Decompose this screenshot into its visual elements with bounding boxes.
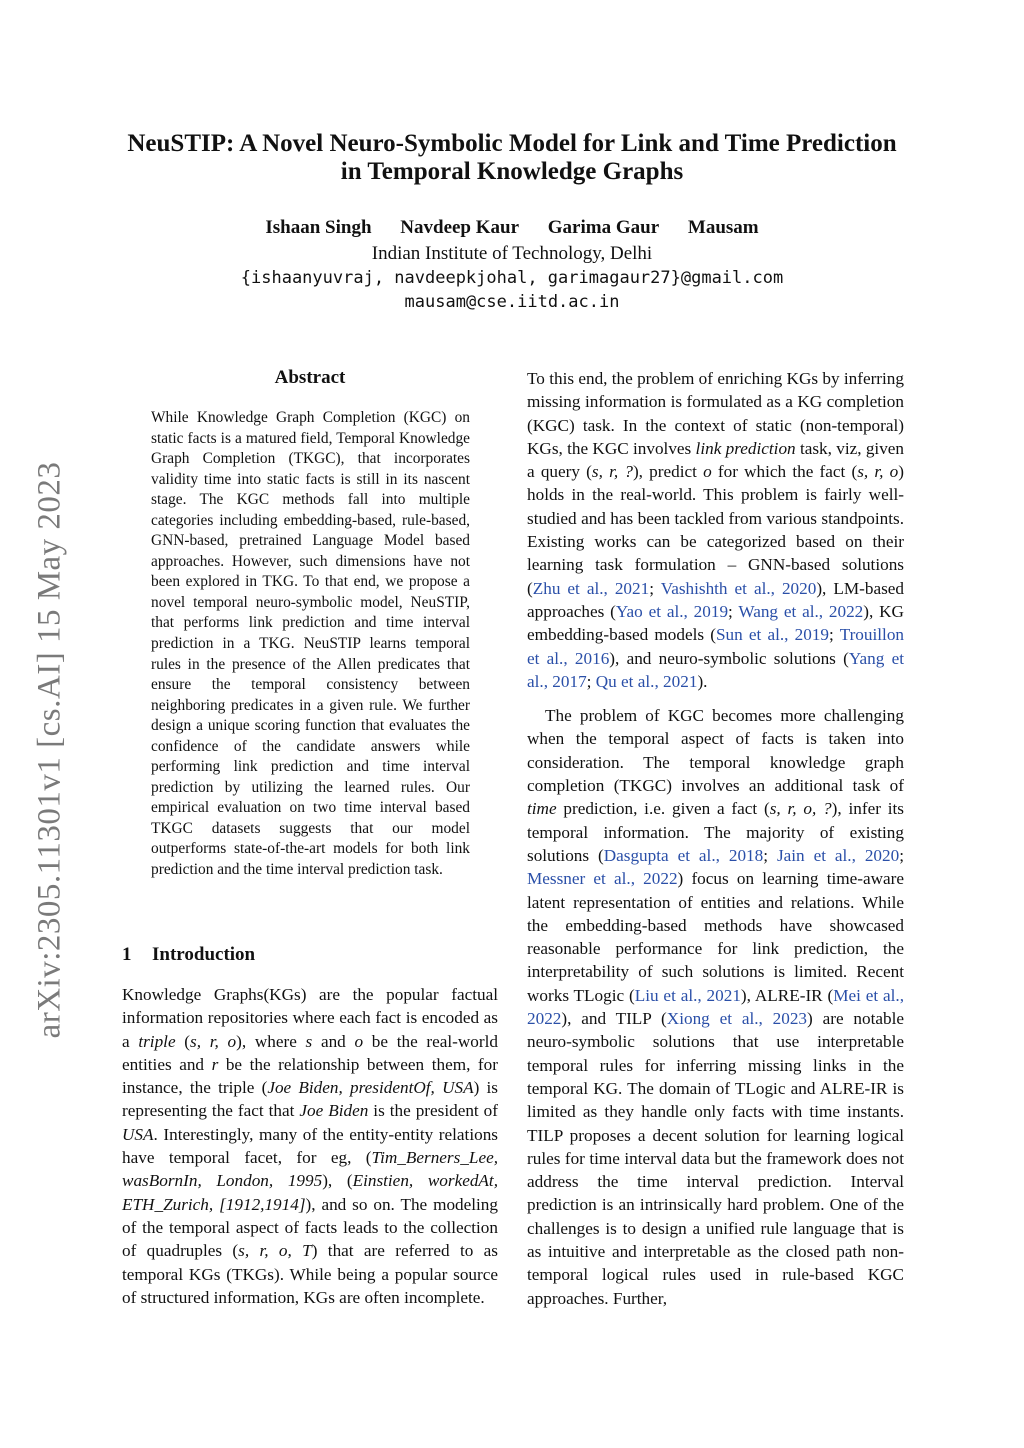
- example-triple: Joe Biden, presidentOf, USA: [267, 1078, 474, 1098]
- author-name: Ishaan Singh: [265, 217, 372, 238]
- example-quad-1: Tim_Berners_Lee, wasBornIn, London, 1995: [122, 1148, 498, 1191]
- citation-link[interactable]: Jain et al., 2020: [776, 845, 900, 865]
- abstract-text: While Knowledge Graph Completion (KGC) on static facts is a matured field, Temporal Knowledge Graph Completion (TKGC), that incorporates validity time into static facts is still in its nascent stage. The KGC methods fall into multiple categories including embedding-based, rule-based, GNN-based, pretrained Language Model based approaches. However, such dimensions have not been explored in TKG. To that end, we propose a novel temporal neuro-symbolic model, NeuSTIP, that performs link prediction and time interval prediction in a TKG. NeuSTIP learns temporal rules in the presence of the Allen predicates that ensure the temporal consistency between neighboring predicates in a given rule. We further design a unique scoring function that evaluates the confidence of the candidate answers while performing link prediction and time interval prediction by utilizing the learned rules. Our empirical evaluation on two time interval based TKGC datasets suggests that our model outperforms state-of-the-art models for both link prediction and the time interval prediction task.: [151, 409, 470, 879]
- math-srot: s, r, o, T: [238, 1241, 312, 1261]
- citation-link[interactable]: Dasgupta et al., 2018: [603, 845, 764, 865]
- citation-link[interactable]: Vashishth et al., 2020: [660, 578, 817, 598]
- author-list: [112, 217, 912, 239]
- section-number: 1: [122, 944, 132, 965]
- abstract-heading: Abstract: [274, 367, 346, 388]
- citation-link[interactable]: Trouillon et al., 2016: [527, 625, 905, 668]
- paragraph-kgc: To this end, the problem of enriching KGs by inferring missing information is formulated as a KG completion (KGC) task. In the context of static (non-temporal) KGs, the KGC involves link prediction task, viz, given a query (s, r, ?), predict o for which the fact (s, r, o) holds in the real-world. This problem is fairly well-studied and has been tackled from various standpoints. Existing works can be categorized based on their learning task formulation – GNN-based solutions (Zhu et al., 2021; Vashishth et al., 2020), LM-based approaches (Yao et al., 2019; Wang et al., 2022), KG embedding-based models (Sun et al., 2019; Trouillon et al., 2016), and neuro-symbolic solutions (Yang et al., 2017; Qu et al., 2021).: [527, 369, 905, 691]
- author-name: Navdeep Kaur: [400, 217, 520, 238]
- citation-link[interactable]: Yang et al., 2017: [527, 648, 904, 691]
- citation-link[interactable]: Zhu et al., 2021: [532, 578, 650, 598]
- section-heading: [122, 944, 502, 966]
- email-line-2: mausam@cse.iitd.ac.in: [404, 292, 620, 312]
- citation-link[interactable]: Liu et al., 2021: [634, 985, 741, 1005]
- citation-link[interactable]: Qu et al., 2021: [595, 671, 698, 691]
- citation-link[interactable]: Mei et al., 2022: [527, 985, 904, 1029]
- author-name: Garima Gaur: [547, 217, 660, 238]
- citation-link[interactable]: Yao et al., 2019: [615, 601, 729, 621]
- paragraph-tkgc: The problem of KGC becomes more challenging when the temporal aspect of facts is taken into consideration. The temporal knowledge graph completion (TKGC) involves an additional task of time prediction, i.e. given a fact (s, r, o, ?), infer its temporal information. The majority of existing solutions (Dasgupta et al., 2018; Jain et al., 2020; Messner et al., 2022) focus on learning time-aware latent representation of entities and relations. While the embedding-based methods have showcased reasonable performance for link prediction, the interpretability of such solutions is limited. Recent works TLogic (Liu et al., 2021), ALRE-IR (Mei et al., 2022), and TILP (Xiong et al., 2023) are notable neuro-symbolic solutions that use interpretable temporal rules for inferring missing links in the temporal KG. The domain of TLogic and ALRE-IR is limited as they handle only facts with time instants. TILP proposes a decent solution for learning logical rules for time interval data but the framework does not address the time interval prediction. Interval prediction is an intrinsically hard problem. One of the challenges is to design a unified rule language that is as intuitive and interpretable as the closed path non-temporal logical rules used in rule-based KGC approaches. Further,: [527, 706, 904, 1308]
- title-line-2: in Temporal Knowledge Graphs: [340, 158, 684, 185]
- intro-paragraph: Knowledge Graphs(KGs) are the popular factual information repositories where each fact is encoded as a triple (s, r, o), where s and o be the real-world entities and r be the relationship between them, for instance, the triple (Joe Biden, presidentOf, USA) is representing the fact that Joe Biden is the president of USA. Interestingly, many of the entity-entity relations have temporal facet, for eg, (Tim_Berners_Lee, wasBornIn, London, 1995), (Einstien, workedAt, ETH_Zurich, [1912,1914]), and so on. The modeling of the temporal aspect of facts leads to the collection of quadruples (s, r, o, T) that are referred to as temporal KGs (TKGs). While being a popular source of structured information, KGs are often incomplete.: [122, 985, 499, 1307]
- citation-link[interactable]: Messner et al., 2022: [527, 869, 678, 889]
- title-line-1: NeuSTIP: A Novel Neuro-Symbolic Model for Link and Time Prediction: [127, 130, 897, 157]
- section-title: Introduction: [152, 944, 256, 965]
- author-name: Mausam: [687, 217, 759, 238]
- paper-title: [112, 130, 912, 186]
- arxiv-identifier: arXiv:2305.11301v1 [cs.AI] 15 May 2023: [31, 461, 68, 1039]
- email-line-1: {ishaanyuvraj, navdeepkjohal, garimagaur27}@gmail.com: [240, 268, 784, 288]
- right-column: [527, 367, 904, 1310]
- affiliation: Indian Institute of Technology, Delhi: [371, 243, 653, 264]
- citation-link[interactable]: Wang et al., 2022: [738, 601, 864, 621]
- term-triple: triple: [138, 1031, 176, 1051]
- example-quad-2: Einstien, workedAt, ETH_Zurich, [1912,1914]: [122, 1171, 499, 1214]
- citation-link[interactable]: Xiong et al., 2023: [666, 1009, 808, 1029]
- math-sro: s, r, o: [190, 1031, 237, 1051]
- citation-link[interactable]: Sun et al., 2019: [715, 625, 830, 645]
